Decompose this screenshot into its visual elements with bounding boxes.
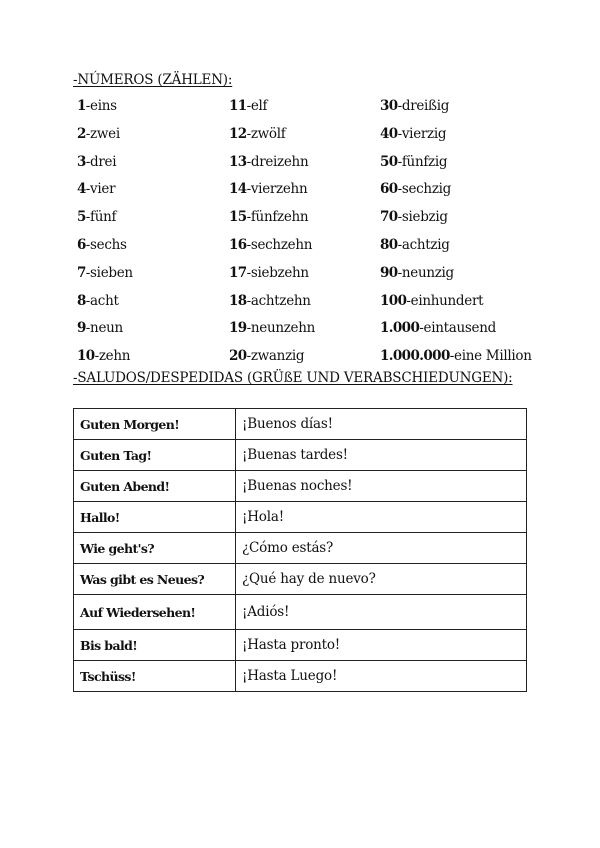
number-word: -sechzig xyxy=(397,181,451,198)
number-item xyxy=(229,123,315,151)
numeral: 1 xyxy=(77,98,86,114)
numeral: 14 xyxy=(229,181,247,198)
german-cell: Bis bald! xyxy=(74,630,236,661)
spanish-cell: ¡Hasta Luego! xyxy=(236,661,527,692)
number-item xyxy=(380,95,532,123)
number-word: -acht xyxy=(85,292,119,309)
number-item xyxy=(380,345,532,373)
number-item xyxy=(229,262,315,290)
numeral: 5 xyxy=(77,209,86,226)
table-row xyxy=(74,440,527,471)
german-cell: Auf Wiedersehen! xyxy=(74,595,236,630)
german-cell: Guten Abend! xyxy=(74,471,236,502)
numeral: 12 xyxy=(229,125,247,142)
number-word: -achtzig xyxy=(397,236,450,253)
numeral: 15 xyxy=(229,209,247,226)
number-item xyxy=(229,151,315,179)
greetings-table xyxy=(73,408,527,692)
german-cell: Guten Tag! xyxy=(74,440,236,471)
table-row xyxy=(74,471,527,502)
number-word: -neunzehn xyxy=(246,320,316,337)
numeral: 80 xyxy=(380,236,398,253)
numeral: 30 xyxy=(380,98,398,114)
spanish-cell: ¡Buenas tardes! xyxy=(236,440,527,471)
number-word: -zwölf xyxy=(246,125,286,142)
number-item xyxy=(77,345,133,373)
number-word: -sieben xyxy=(85,264,133,281)
spanish-cell: ¿Qué hay de nuevo? xyxy=(236,564,527,595)
number-word: -zehn xyxy=(94,348,131,365)
number-word: -sechzehn xyxy=(246,236,313,253)
number-item xyxy=(77,123,133,151)
number-item xyxy=(229,345,315,373)
number-item xyxy=(77,178,133,206)
table-row xyxy=(74,661,527,692)
numeral: 10 xyxy=(77,348,95,365)
numeral: 19 xyxy=(229,320,247,337)
numbers-column-3 xyxy=(380,95,532,373)
number-word: -vierzig xyxy=(397,125,447,142)
number-item xyxy=(77,151,133,179)
number-item xyxy=(229,206,315,234)
numeral: 13 xyxy=(229,153,247,170)
number-item xyxy=(77,95,133,123)
spanish-cell: ¡Hola! xyxy=(236,502,527,533)
number-item xyxy=(380,234,532,262)
number-item xyxy=(77,206,133,234)
table-row xyxy=(74,630,527,661)
numeral: 8 xyxy=(77,292,86,309)
number-item xyxy=(380,290,532,318)
numeral: 100 xyxy=(380,292,407,309)
number-word: -vier xyxy=(85,181,116,198)
spanish-cell: ¿Cómo estás? xyxy=(236,533,527,564)
number-word: -fünf xyxy=(85,209,117,226)
number-item xyxy=(229,290,315,318)
number-word: -vierzehn xyxy=(246,181,308,198)
number-item xyxy=(229,178,315,206)
numeral: 9 xyxy=(77,320,86,337)
number-word: -eine Million xyxy=(449,348,532,365)
number-word: -sechs xyxy=(85,236,127,253)
numeral: 18 xyxy=(229,292,247,309)
number-word: -eintausend xyxy=(419,320,496,337)
number-word: -elf xyxy=(246,98,268,114)
number-item xyxy=(229,317,315,345)
numeral: 90 xyxy=(380,264,398,281)
number-item xyxy=(380,317,532,345)
number-word: -zwanzig xyxy=(246,348,305,365)
number-word: -fünfzehn xyxy=(246,209,309,226)
table-row xyxy=(74,533,527,564)
number-word: -neunzig xyxy=(397,264,454,281)
numbers-column-1 xyxy=(77,95,133,373)
greetings-heading: -SALUDOS/DESPEDIDAS (GRÜßE UND VERABSCHIEDUNGEN): xyxy=(73,370,513,386)
number-item xyxy=(229,234,315,262)
german-cell: Was gibt es Neues? xyxy=(74,564,236,595)
numeral: 3 xyxy=(77,153,86,170)
number-word: -neun xyxy=(85,320,123,337)
number-word: -fünfzig xyxy=(397,153,448,170)
german-cell: Wie geht's? xyxy=(74,533,236,564)
number-item xyxy=(380,178,532,206)
number-item xyxy=(77,317,133,345)
table-row xyxy=(74,595,527,630)
spanish-cell: ¡Adiós! xyxy=(236,595,527,630)
number-word: -achtzehn xyxy=(246,292,311,309)
number-item xyxy=(380,262,532,290)
number-item xyxy=(380,123,532,151)
numeral: 16 xyxy=(229,236,247,253)
number-word: -siebzig xyxy=(397,209,448,226)
numeral: 70 xyxy=(380,209,398,226)
numbers-heading: -NÚMEROS (ZÄHLEN): xyxy=(73,72,233,88)
numeral: 40 xyxy=(380,125,398,142)
numeral: 60 xyxy=(380,181,398,198)
spanish-cell: ¡Buenos días! xyxy=(236,409,527,440)
table-row xyxy=(74,564,527,595)
numeral: 1.000 xyxy=(380,320,420,337)
number-item xyxy=(380,151,532,179)
numeral: 7 xyxy=(77,264,86,281)
number-word: -einhundert xyxy=(406,292,484,309)
spanish-cell: ¡Buenas noches! xyxy=(236,471,527,502)
spanish-cell: ¡Hasta pronto! xyxy=(236,630,527,661)
numeral: 2 xyxy=(77,125,86,142)
numeral: 6 xyxy=(77,236,86,253)
german-cell: Hallo! xyxy=(74,502,236,533)
numeral: 1.000.000 xyxy=(380,348,450,365)
numeral: 17 xyxy=(229,264,247,281)
numeral: 4 xyxy=(77,181,86,198)
number-item xyxy=(77,262,133,290)
number-word: -dreißig xyxy=(397,98,450,114)
table-row xyxy=(74,502,527,533)
german-cell: Tschüss! xyxy=(74,661,236,692)
numeral: 50 xyxy=(380,153,398,170)
number-item xyxy=(380,206,532,234)
number-word: -zwei xyxy=(85,125,120,142)
numeral: 20 xyxy=(229,348,247,365)
number-item xyxy=(229,95,315,123)
number-word: -eins xyxy=(85,98,117,114)
number-word: -dreizehn xyxy=(246,153,309,170)
number-word: -siebzehn xyxy=(246,264,309,281)
number-word: -drei xyxy=(85,153,117,170)
numeral: 11 xyxy=(229,98,247,114)
number-item xyxy=(77,234,133,262)
numbers-column-2 xyxy=(229,95,315,373)
german-cell: Guten Morgen! xyxy=(74,409,236,440)
number-item xyxy=(77,290,133,318)
table-row xyxy=(74,409,527,440)
